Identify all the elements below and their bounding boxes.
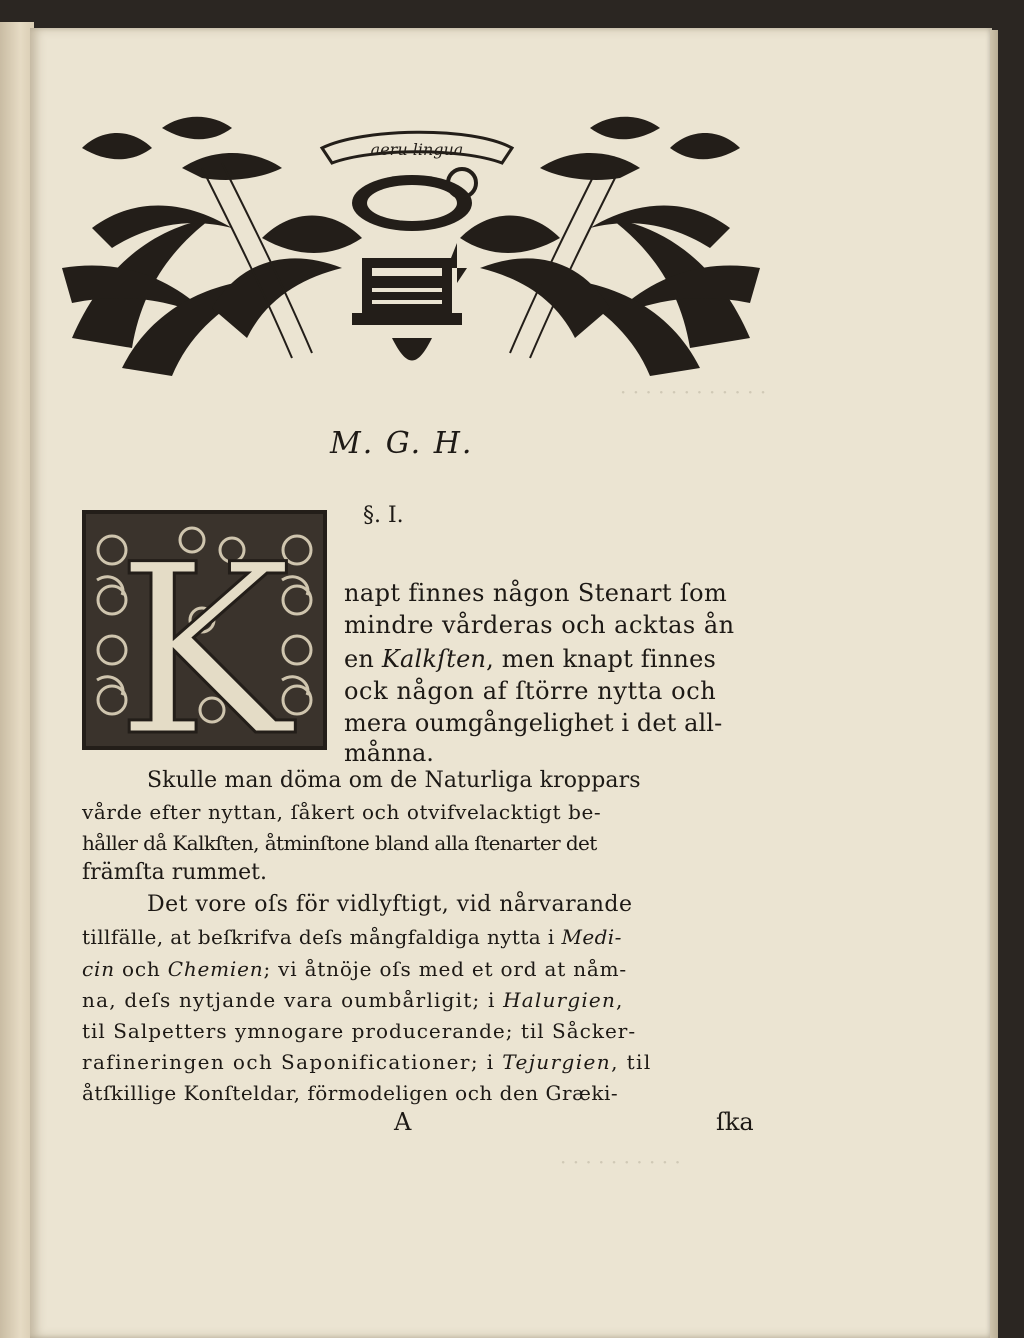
- text-fragment: , men knapt finnes: [486, 645, 716, 673]
- text-line: åtſkillige Konſteldar, förmodeligen och den Græki-: [82, 1081, 619, 1105]
- text-fragment: ; vi åtnöje oſs med et ord at nåm-: [263, 957, 627, 981]
- drop-cap-initial: [82, 510, 327, 750]
- text-line: Skulle man döma om de Naturliga kroppars: [147, 768, 641, 793]
- term-chemien: Chemien: [167, 957, 264, 981]
- bleed-through: · · · · · · · · · · · ·: [620, 380, 767, 404]
- signature-mark: A: [394, 1108, 412, 1136]
- text-fragment: na, deſs nytjande vara oumbårligit; i: [82, 988, 504, 1012]
- text-line: napt finnes någon Stenart ſom: [344, 579, 728, 607]
- text-fragment: tillfälle, at beſkrifva deſs mångfaldiga nytta i: [82, 925, 562, 949]
- left-page-edge: [0, 22, 34, 1338]
- text-line: mindre vårderas och acktas ån: [344, 611, 735, 639]
- text-fragment: , til: [611, 1050, 652, 1074]
- text-line: [82, 1047, 652, 1077]
- text-line: ock någon af ſtörre nytta och: [344, 677, 717, 705]
- term-medicin: cin: [82, 957, 115, 981]
- text-line: vårde efter nyttan, ſåkert och otvifvelacktigt be-: [82, 800, 602, 824]
- text-line: [82, 954, 627, 984]
- text-line: [82, 922, 622, 952]
- term-medicin: Medi-: [561, 925, 622, 949]
- text-line: håller då Kalkſten, åtminſtone bland alla ſtenarter det: [82, 831, 597, 855]
- text-line: Det vore oſs för vidlyftigt, vid nårvarande: [147, 892, 633, 917]
- text-line: månna.: [344, 739, 434, 767]
- section-heading: §. I.: [363, 503, 404, 528]
- term-halurgien: Halurgien: [503, 988, 617, 1012]
- drop-cap-letter: K: [116, 515, 292, 750]
- text-fragment: en: [344, 645, 382, 673]
- text-fragment: rafineringen och Saponificationer; i: [82, 1050, 503, 1074]
- text-line: [344, 644, 716, 674]
- text-line: til Salpetters ymnogare producerande; til Såcker-: [82, 1019, 637, 1043]
- bleed-through: · · · · · · · · · ·: [560, 1150, 681, 1174]
- text-fragment: och: [114, 957, 168, 981]
- term-tejurgien: Tejurgien: [502, 1050, 612, 1074]
- term-kalksten: Kalkſten: [381, 645, 487, 673]
- text-line: främſta rummet.: [82, 860, 267, 885]
- page-edge: [990, 30, 998, 1338]
- text-line: mera oumgångelighet i det all-: [344, 709, 723, 737]
- text-fragment: ,: [616, 988, 624, 1012]
- ornamental-headpiece: [62, 108, 760, 376]
- text-line: [82, 985, 624, 1015]
- catchword: ſka: [716, 1108, 754, 1136]
- author-monogram: M. G. H.: [330, 426, 474, 461]
- banner-text: aeru lingua: [370, 140, 464, 159]
